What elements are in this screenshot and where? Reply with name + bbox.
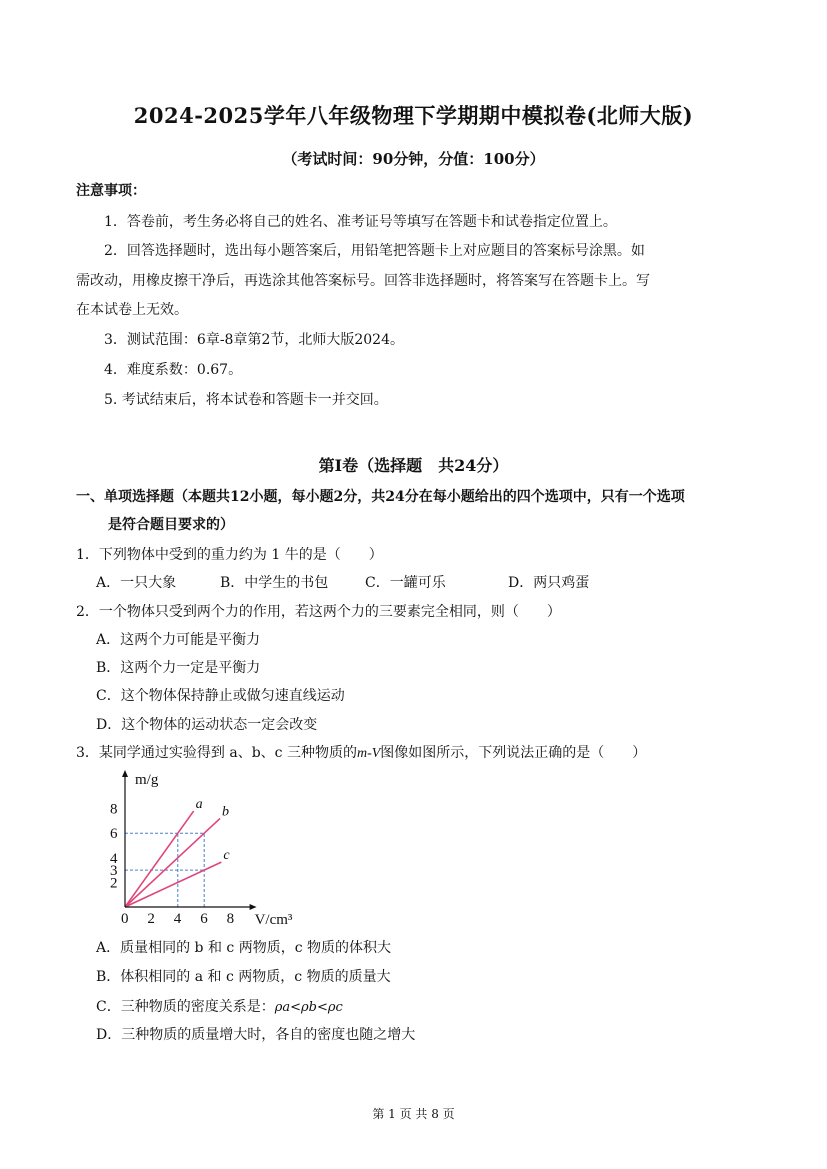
x-tick-label: 2: [147, 911, 155, 927]
x-axis-label: V/cm³: [254, 912, 293, 928]
mass-volume-graph: [100, 768, 310, 938]
question-3-stem-post: 图像如图所示，下列说法正确的是（ ）: [380, 745, 647, 761]
note-item-2-line-2: 需改动，用橡皮擦干净后，再选涂其他答案标号。回答非选择题时，将答案写在答题卡上。写: [76, 273, 650, 289]
question-3-stem: [76, 743, 646, 764]
question-1-option-c: C．一罐可乐: [365, 575, 446, 591]
question-3-stem-pre: 3．某同学通过实验得到 a、b、c 三种物质的: [76, 745, 357, 761]
series-label-c: c: [223, 848, 230, 864]
question-3-option-c: [96, 997, 343, 1018]
notes-heading: 注意事项：: [76, 183, 146, 199]
exam-info: （考试时间：90分钟，分值：100分）: [282, 150, 545, 168]
question-3-option-b: B．体积相同的 a 和 c 两物质，c 物质的质量大: [96, 969, 391, 985]
x-axis-arrow: [250, 904, 257, 910]
question-1-stem: 1．下列物体中受到的重力约为 1 牛的是（ ）: [76, 547, 383, 563]
question-2-option-b: B．这两个力一定是平衡力: [96, 660, 261, 676]
part-heading-line-2: 是符合题目要求的）: [108, 517, 234, 533]
series-line-b: [125, 818, 220, 907]
tick-labels: [110, 772, 293, 928]
question-2-option-c: C．这个物体保持静止或做匀速直线运动: [96, 688, 345, 704]
question-2-option-a: A．这两个力可能是平衡力: [96, 632, 261, 648]
question-3-option-c-prefix: C．三种物质的密度关系是：: [96, 999, 275, 1015]
y-tick-label: 6: [110, 826, 118, 843]
series-label-b: b: [222, 804, 230, 820]
note-item-2-line-1: 2．回答选择题时，选出每小题答案后，用铅笔把答题卡上对应题目的答案标号涂黑。如: [104, 243, 645, 259]
question-1-option-b: B．中学生的书包: [220, 575, 329, 591]
section-title: 第Ⅰ卷（选择题 共24分）: [318, 456, 509, 475]
y-tick-label: 2: [110, 875, 118, 892]
question-3-stem-graph: m-V: [356, 746, 381, 761]
note-item-3: 3．测试范围：6章-8章第2节，北师大版2024。: [104, 332, 404, 348]
y-tick-label: 8: [110, 801, 118, 818]
series-lines: [125, 811, 221, 907]
page-title: 2024-2025学年八年级物理下学期期中模拟卷(北师大版): [133, 103, 694, 128]
series-line-a: [125, 811, 194, 907]
density-relation: ρa<ρb<ρc: [274, 1000, 343, 1015]
y-axis-arrow: [122, 770, 128, 777]
note-item-4: 4．难度系数：0.67。: [104, 362, 243, 378]
note-item-1: 1．答卷前，考生务必将自己的姓名、准考证号等填写在答题卡和试卷指定位置上。: [104, 214, 617, 230]
question-2-stem: 2．一个物体只受到两个力的作用，若这两个力的三要素完全相同，则（ ）: [76, 604, 561, 620]
x-tick-label: 8: [226, 911, 235, 927]
x-tick-label: 4: [173, 911, 182, 927]
question-3-option-a: A．质量相同的 b 和 c 两物质，c 物质的体积大: [96, 940, 392, 956]
part-heading-line-1: 一、单项选择题（本题共12小题，每小题2分，共24分在每小题给出的四个选项中，只有一个选项: [76, 489, 685, 505]
question-2-option-d: D．这个物体的运动状态一定会改变: [96, 717, 318, 733]
y-tick-label: 4: [110, 850, 118, 867]
question-3-option-d: D．三种物质的质量增大时，各自的密度也随之增大: [96, 1027, 416, 1043]
question-1-option-d: D．两只鸡蛋: [508, 575, 590, 591]
axes: [122, 770, 257, 910]
y-axis-label: m/g: [135, 772, 159, 788]
series-line-c: [125, 862, 221, 907]
x-tick-label: 0: [121, 911, 129, 927]
x-tick-label: 6: [200, 911, 208, 927]
page-footer: 第 1 页 共 8 页: [372, 1107, 455, 1121]
note-item-2-line-3: 在本试卷上无效。: [76, 302, 188, 318]
series-label-a: a: [195, 797, 203, 813]
note-item-5: 5. 考试结束后，将本试卷和答题卡一并交回。: [104, 392, 388, 408]
question-1-option-a: A．一只大象: [96, 575, 177, 591]
y-tick-label: 3: [110, 863, 118, 880]
